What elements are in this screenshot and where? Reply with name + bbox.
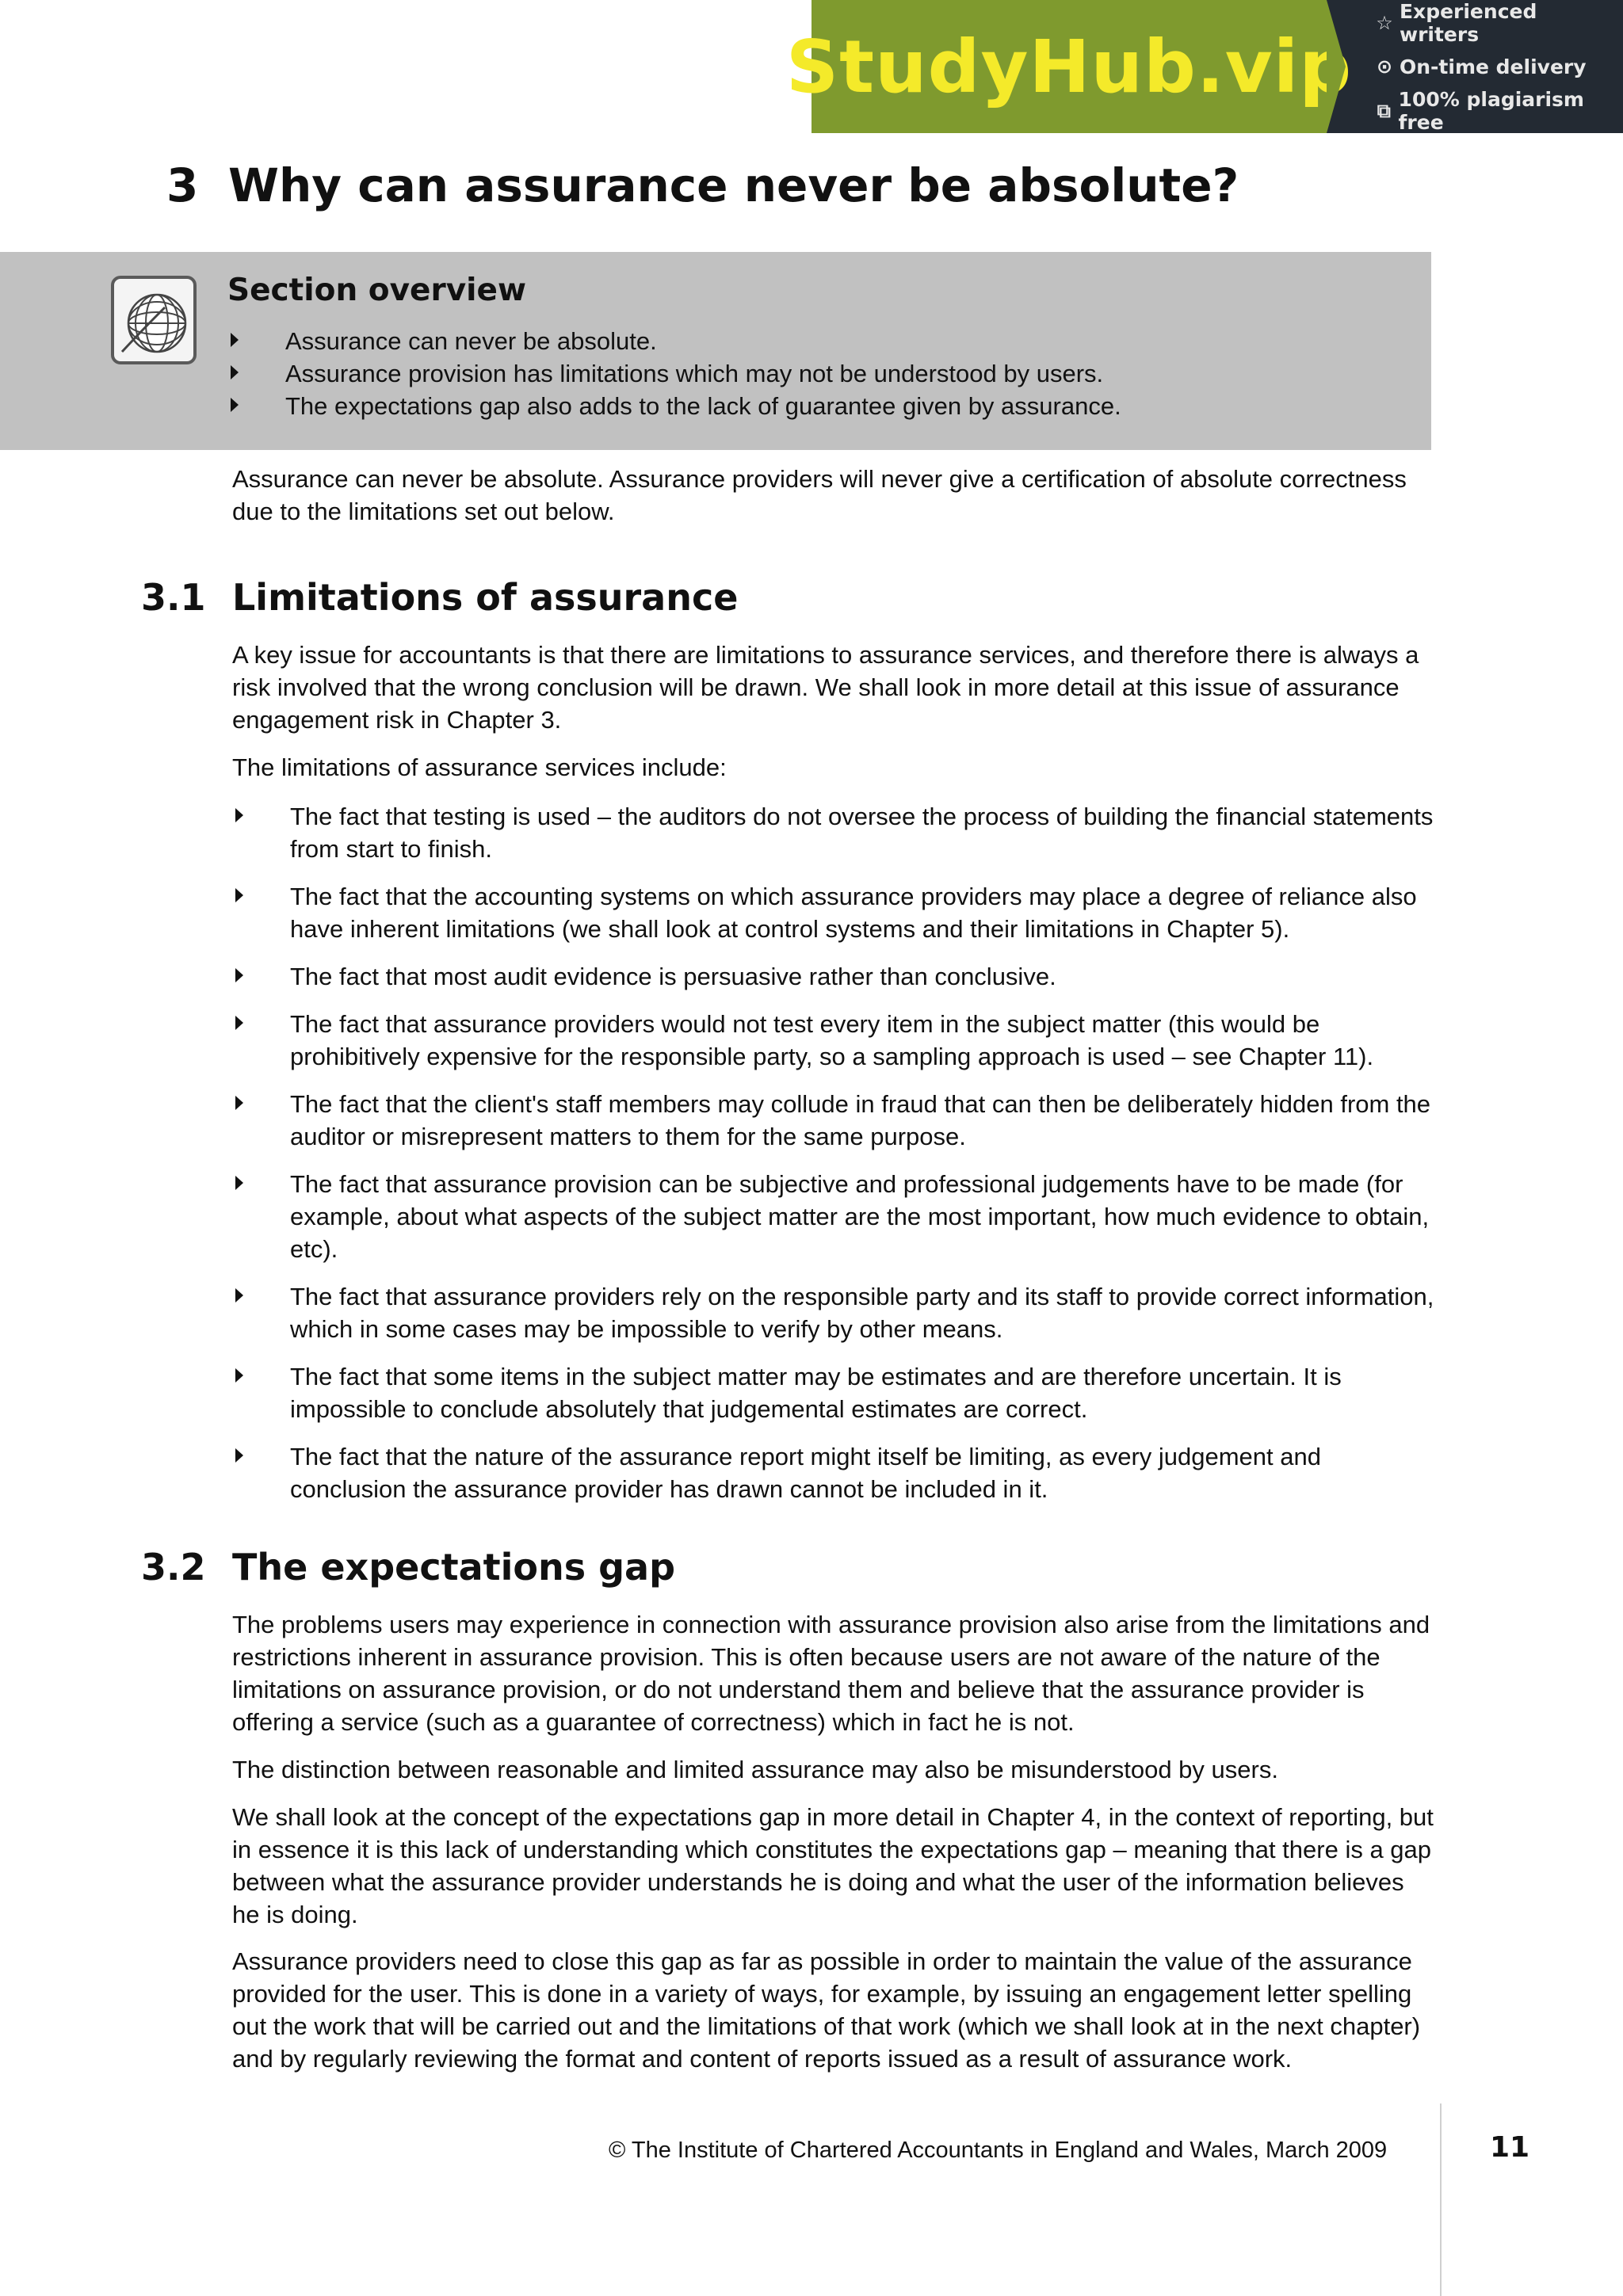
section-title: Why can assurance never be absolute? xyxy=(228,158,1239,212)
limitation-item: The fact that assurance providers would not test every item in the subject matter (this would be prohibitively expensive for the responsible party, so a sampling approach is used – see Chapter 11). xyxy=(232,1008,1437,1073)
studyhub-logo: StudyHub.vip xyxy=(785,24,1353,109)
section-heading xyxy=(166,158,1239,212)
feature-on-time-delivery xyxy=(1374,55,1623,78)
overview-item: The expectations gap also adds to the lack of guarantee given by assurance. xyxy=(227,390,1121,422)
feature-label: On-time delivery xyxy=(1400,55,1587,78)
globe-icon xyxy=(111,276,197,364)
subsection-number: 3.1 xyxy=(141,576,206,619)
limitations-list xyxy=(232,800,1437,1520)
subsection-heading-3-1 xyxy=(141,576,738,619)
overview-item: Assurance can never be absolute. xyxy=(227,325,1121,357)
expectations-paragraph-4: Assurance providers need to close this gap as far as possible in order to maintain the value of the assurance provided for the user. This is done in a variety of ways, for example, by issuing an engagement letter spelling out the work that will be carried out and the limitations of that work (which we shall look at in the next chapter) and by regularly reviewing the format and content of reports issued as a result of assurance work. xyxy=(232,1947,1421,2073)
studyhub-banner[interactable] xyxy=(785,0,1623,134)
star-icon: ☆ xyxy=(1376,11,1393,34)
banner-chevron xyxy=(1327,0,1346,133)
limitation-item: The fact that testing is used – the auditors do not oversee the process of building the financial statements from start to finish. xyxy=(232,800,1437,865)
feature-label: 100% plagiarism free xyxy=(1398,87,1584,134)
intro-paragraph: Assurance can never be absolute. Assurance providers will never give a certification of absolute correctness due to the limitations set out below. xyxy=(232,465,1407,525)
section-overview-title: Section overview xyxy=(227,273,526,308)
limitation-item: The fact that the nature of the assurance report might itself be limiting, as every judgement and conclusion the assurance provider has drawn cannot be included in it. xyxy=(232,1440,1437,1505)
footer-divider xyxy=(1440,2103,1442,2296)
expectations-paragraph-2: The distinction between reasonable and limited assurance may also be misunderstood by users. xyxy=(232,1756,1278,1783)
limitation-item: The fact that the accounting systems on which assurance providers may place a degree of reliance also have inherent limitations (we shall look at control systems and their limitations in Chapter 5). xyxy=(232,880,1437,945)
limitation-item: The fact that most audit evidence is persuasive rather than conclusive. xyxy=(232,960,1437,993)
limitation-item: The fact that the client's staff members may collude in fraud that can then be deliberately hidden from the auditor or misrepresent matters to them for the same purpose. xyxy=(232,1088,1437,1153)
limitations-paragraph: A key issue for accountants is that there are limitations to assurance services, and therefore there is always a risk involved that the wrong conclusion will be drawn. We shall look in more detail at this issue of assurance engagement risk in Chapter 3. xyxy=(232,641,1419,734)
feature-experienced-writers xyxy=(1374,0,1623,46)
limitations-intro: The limitations of assurance services include: xyxy=(232,753,727,781)
page-number: 11 xyxy=(1490,2131,1530,2164)
banner-features xyxy=(1327,0,1623,133)
subsection-title: The expectations gap xyxy=(232,1546,676,1589)
expectations-paragraph-1: The problems users may experience in connection with assurance provision also arise from the limitations and restrictions inherent in assurance provision. This is often because users are not aware of the nature of the limitations on assurance provision, or do not understand them and believe that the assurance provider is offering a service (such as a guarantee of correctness) which in fact he is not. xyxy=(232,1611,1430,1736)
overview-item: Assurance provision has limitations which may not be understood by users. xyxy=(227,357,1121,390)
feature-plagiarism-free xyxy=(1374,88,1623,134)
limitation-item: The fact that some items in the subject matter may be estimates and are therefore uncertain. It is impossible to conclude absolutely that judgemental estimates are correct. xyxy=(232,1360,1437,1425)
subsection-heading-3-2 xyxy=(141,1546,675,1589)
section-number: 3 xyxy=(166,158,199,212)
feature-label: Experienced writers xyxy=(1399,0,1537,46)
expectations-paragraph-3: We shall look at the concept of the expectations gap in more detail in Chapter 4, in the context of reporting, but in essence it is this lack of understanding which constitutes the expectations gap – meaning that there is a gap between what the assurance provider understands he is doing and what the user of the information believes he is doing. xyxy=(232,1803,1434,1928)
limitation-item: The fact that assurance provision can be subjective and professional judgements have to be made (for example, about what aspects of the subject matter are the most important, how much evidence to obtain, etc). xyxy=(232,1168,1437,1265)
section-overview-list xyxy=(227,325,1121,422)
limitation-item: The fact that assurance providers rely on the responsible party and its staff to provide correct information, which in some cases may be impossible to verify by other means. xyxy=(232,1280,1437,1345)
copy-icon: ⧉ xyxy=(1377,99,1391,122)
footer-copyright: © The Institute of Chartered Accountants in England and Wales, March 2009 xyxy=(609,2138,1388,2163)
banner-logo-panel xyxy=(785,0,1353,133)
subsection-title: Limitations of assurance xyxy=(232,576,739,619)
subsection-number: 3.2 xyxy=(141,1546,206,1589)
clock-icon: ⊙ xyxy=(1376,55,1393,78)
